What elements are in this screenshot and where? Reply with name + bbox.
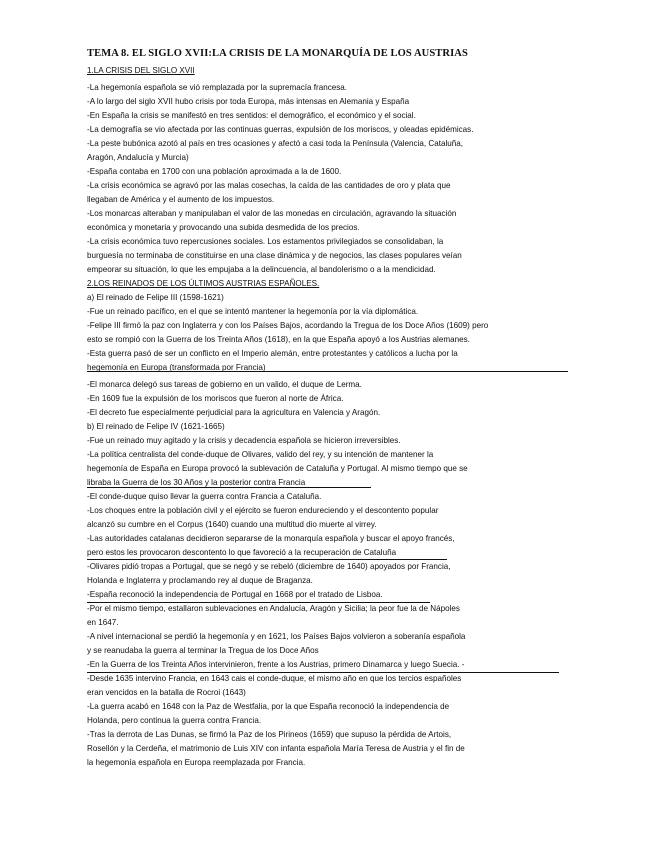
text-line: -Felipe III firmó la paz con Inglaterra y con los Países Bajos, acordando la Tregua de los Doce Años (1609) pero (87, 321, 489, 330)
text-line: económica y monetaria y provocando una subida desmedida de los precios. (87, 223, 360, 232)
text-line: -Esta guerra pasó de ser un conflicto en el Imperio alemán, entre protestantes y católicos a lucha por la (87, 349, 458, 358)
text-line: empeorar su situación, lo que les empujaba a la delincuencia, al bandolerismo o a la mendicidad. (87, 265, 436, 274)
section-heading: 1.LA CRISIS DEL SIGLO XVII (87, 66, 195, 75)
text-line: -El conde-duque quiso llevar la guerra contra Francia a Cataluña. (87, 492, 322, 501)
text-line: -Los choques entre la población civil y el ejército se fueron endureciendo y el descontento popular (87, 506, 439, 515)
text-line: -Fue un reinado muy agitado y la crisis y decadencia española se hicieron irreversibles. (87, 436, 401, 445)
text-line: -Olivares pidió tropas a Portugal, que se negó y se rebeló (diciembre de 1640) apoyados por Francia, (87, 562, 451, 571)
text-line: hegemonía de España en Europa provocó la sublevación de Cataluña y Portugal. Al mismo tiempo que se (87, 464, 468, 473)
divider-line (87, 371, 568, 372)
text-line: -Desde 1635 intervino Francia, en 1643 cais el conde-duque, el mismo año en que los tercios españoles (87, 674, 462, 683)
divider-line (87, 602, 430, 603)
document-title: TEMA 8. EL SIGLO XVII:LA CRISIS DE LA MONARQUÍA DE LOS AUSTRIAS (87, 48, 468, 59)
text-line: -El decreto fue especialmente perjudicial para la agricultura en Valencia y Aragón. (87, 408, 381, 417)
text-line: -La demografía se vio afectada por las continuas guerras, expulsión de los moriscos, y oleadas epidémicas. (87, 125, 474, 134)
text-line: -España contaba en 1700 con una población aproximada a la de 1600. (87, 167, 342, 176)
text-line: -España reconoció la independencia de Portugal en 1668 por el tratado de Lisboa. (87, 590, 383, 599)
text-line: -A lo largo del siglo XVII hubo crisis por toda Europa, más intensas en Alemania y España (87, 97, 410, 106)
divider-line (87, 672, 559, 673)
text-line: eran vencidos en la batalla de Rocroi (1643) (87, 688, 246, 697)
text-line: -Las autoridades catalanas decidieron separarse de la monarquía española y buscar el apoyo francés, (87, 534, 455, 543)
text-line: esto se rompió con la Guerra de los Treinta Años (1618), en la que España apoyó a los Austrias alemanes. (87, 335, 470, 344)
text-line: -Por el mismo tiempo, estallaron sublevaciones en Andalucía, Aragón y Sicilia; la peor fue la de Nápoles (87, 604, 460, 613)
text-line: pero estos les provocaron descontento lo que favoreció a la recuperación de Cataluña (87, 548, 397, 557)
text-line: -La crisis económica se agravó por las malas cosechas, la caída de las cantidades de oro y plata que (87, 181, 451, 190)
text-line: -La crisis económica tuvo repercusiones sociales. Los estamentos privilegiados se consolidaban, la (87, 237, 444, 246)
text-line: en 1647. (87, 618, 119, 627)
text-line: Aragón, Andalucía y Murcia) (87, 153, 189, 162)
text-line: -Fue un reinado pacífico, en el que se intentó mantener la hegemonía por la vía diplomática. (87, 307, 419, 316)
text-line: burguesía no terminaba de constituirse en una clase dinámica y de negocios, las clases populares veían (87, 251, 462, 260)
text-line: -La hegemonía española se vió remplazada por la supremacía francesa. (87, 83, 348, 92)
divider-line (87, 487, 371, 488)
text-line: -La guerra acabó en 1648 con la Paz de Westfalia, por la que España reconoció la independencia de (87, 702, 450, 711)
text-line: -En 1609 fue la expulsión de los moriscos que fueron al norte de África. (87, 394, 344, 403)
text-line: -En la Guerra de los Treinta Años intervinieron, frente a los Austrias, primero Dinamarca y luego Suecia. - (87, 660, 465, 669)
text-line: -La política centralista del conde-duque de Olivares, valido del rey, y su intención de mantener la (87, 450, 434, 459)
text-line: Rosellón y la Cerdeña, el matrimonio de Luis XIV con infanta española María Teresa de Austria y el fin de (87, 744, 465, 753)
text-line: y se reanudaba la guerra al terminar la Tregua de los Doce Años (87, 646, 319, 655)
text-line: -Tras la derrota de Las Dunas, se firmó la Paz de los Pirineos (1659) que supuso la pérdida de Artois, (87, 730, 452, 739)
text-line: -El monarca delegó sus tareas de gobierno en un valido, el duque de Lerma. (87, 380, 362, 389)
text-line: -La peste bubónica azotó al país en tres ocasiones y afectó a casi toda la Península (Valencia, Cataluña, (87, 139, 463, 148)
divider-line (87, 559, 447, 560)
text-line: -Los monarcas alteraban y manipulaban el valor de las monedas en circulación, agravando la situación (87, 209, 457, 218)
section-heading: 2.LOS REINADOS DE LOS ÚLTIMOS AUSTRIAS ESPAÑOLES. (87, 279, 320, 288)
text-line: libraba la Guerra de los 30 Años y la posterior contra Francia (87, 478, 306, 487)
text-line: Holanda e Inglaterra y proclamando rey al duque de Braganza. (87, 576, 313, 585)
text-line: la hegemonía española en Europa reemplazada por Francia. (87, 758, 306, 767)
text-line: hegemonía en Europa (transformada por Francia) (87, 363, 266, 372)
text-line: -A nivel internacional se perdió la hegemonía y en 1621, los Países Bajos volvieron a soberanía española (87, 632, 466, 641)
text-line: -En España la crisis se manifestó en tres sentidos: el demográfico, el económico y el social. (87, 111, 416, 120)
text-line: alcanzó su cumbre en el Corpus (1640) cuando una multitud dio muerte al virrey. (87, 520, 377, 529)
text-line: Holanda, pero continua la guerra contra Francia. (87, 716, 262, 725)
text-line: llegaban de América y el aumento de los impuestos. (87, 195, 275, 204)
text-line: a) El reinado de Felipe III (1598-1621) (87, 293, 224, 302)
text-line: b) El reinado de Felipe IV (1621-1665) (87, 422, 225, 431)
